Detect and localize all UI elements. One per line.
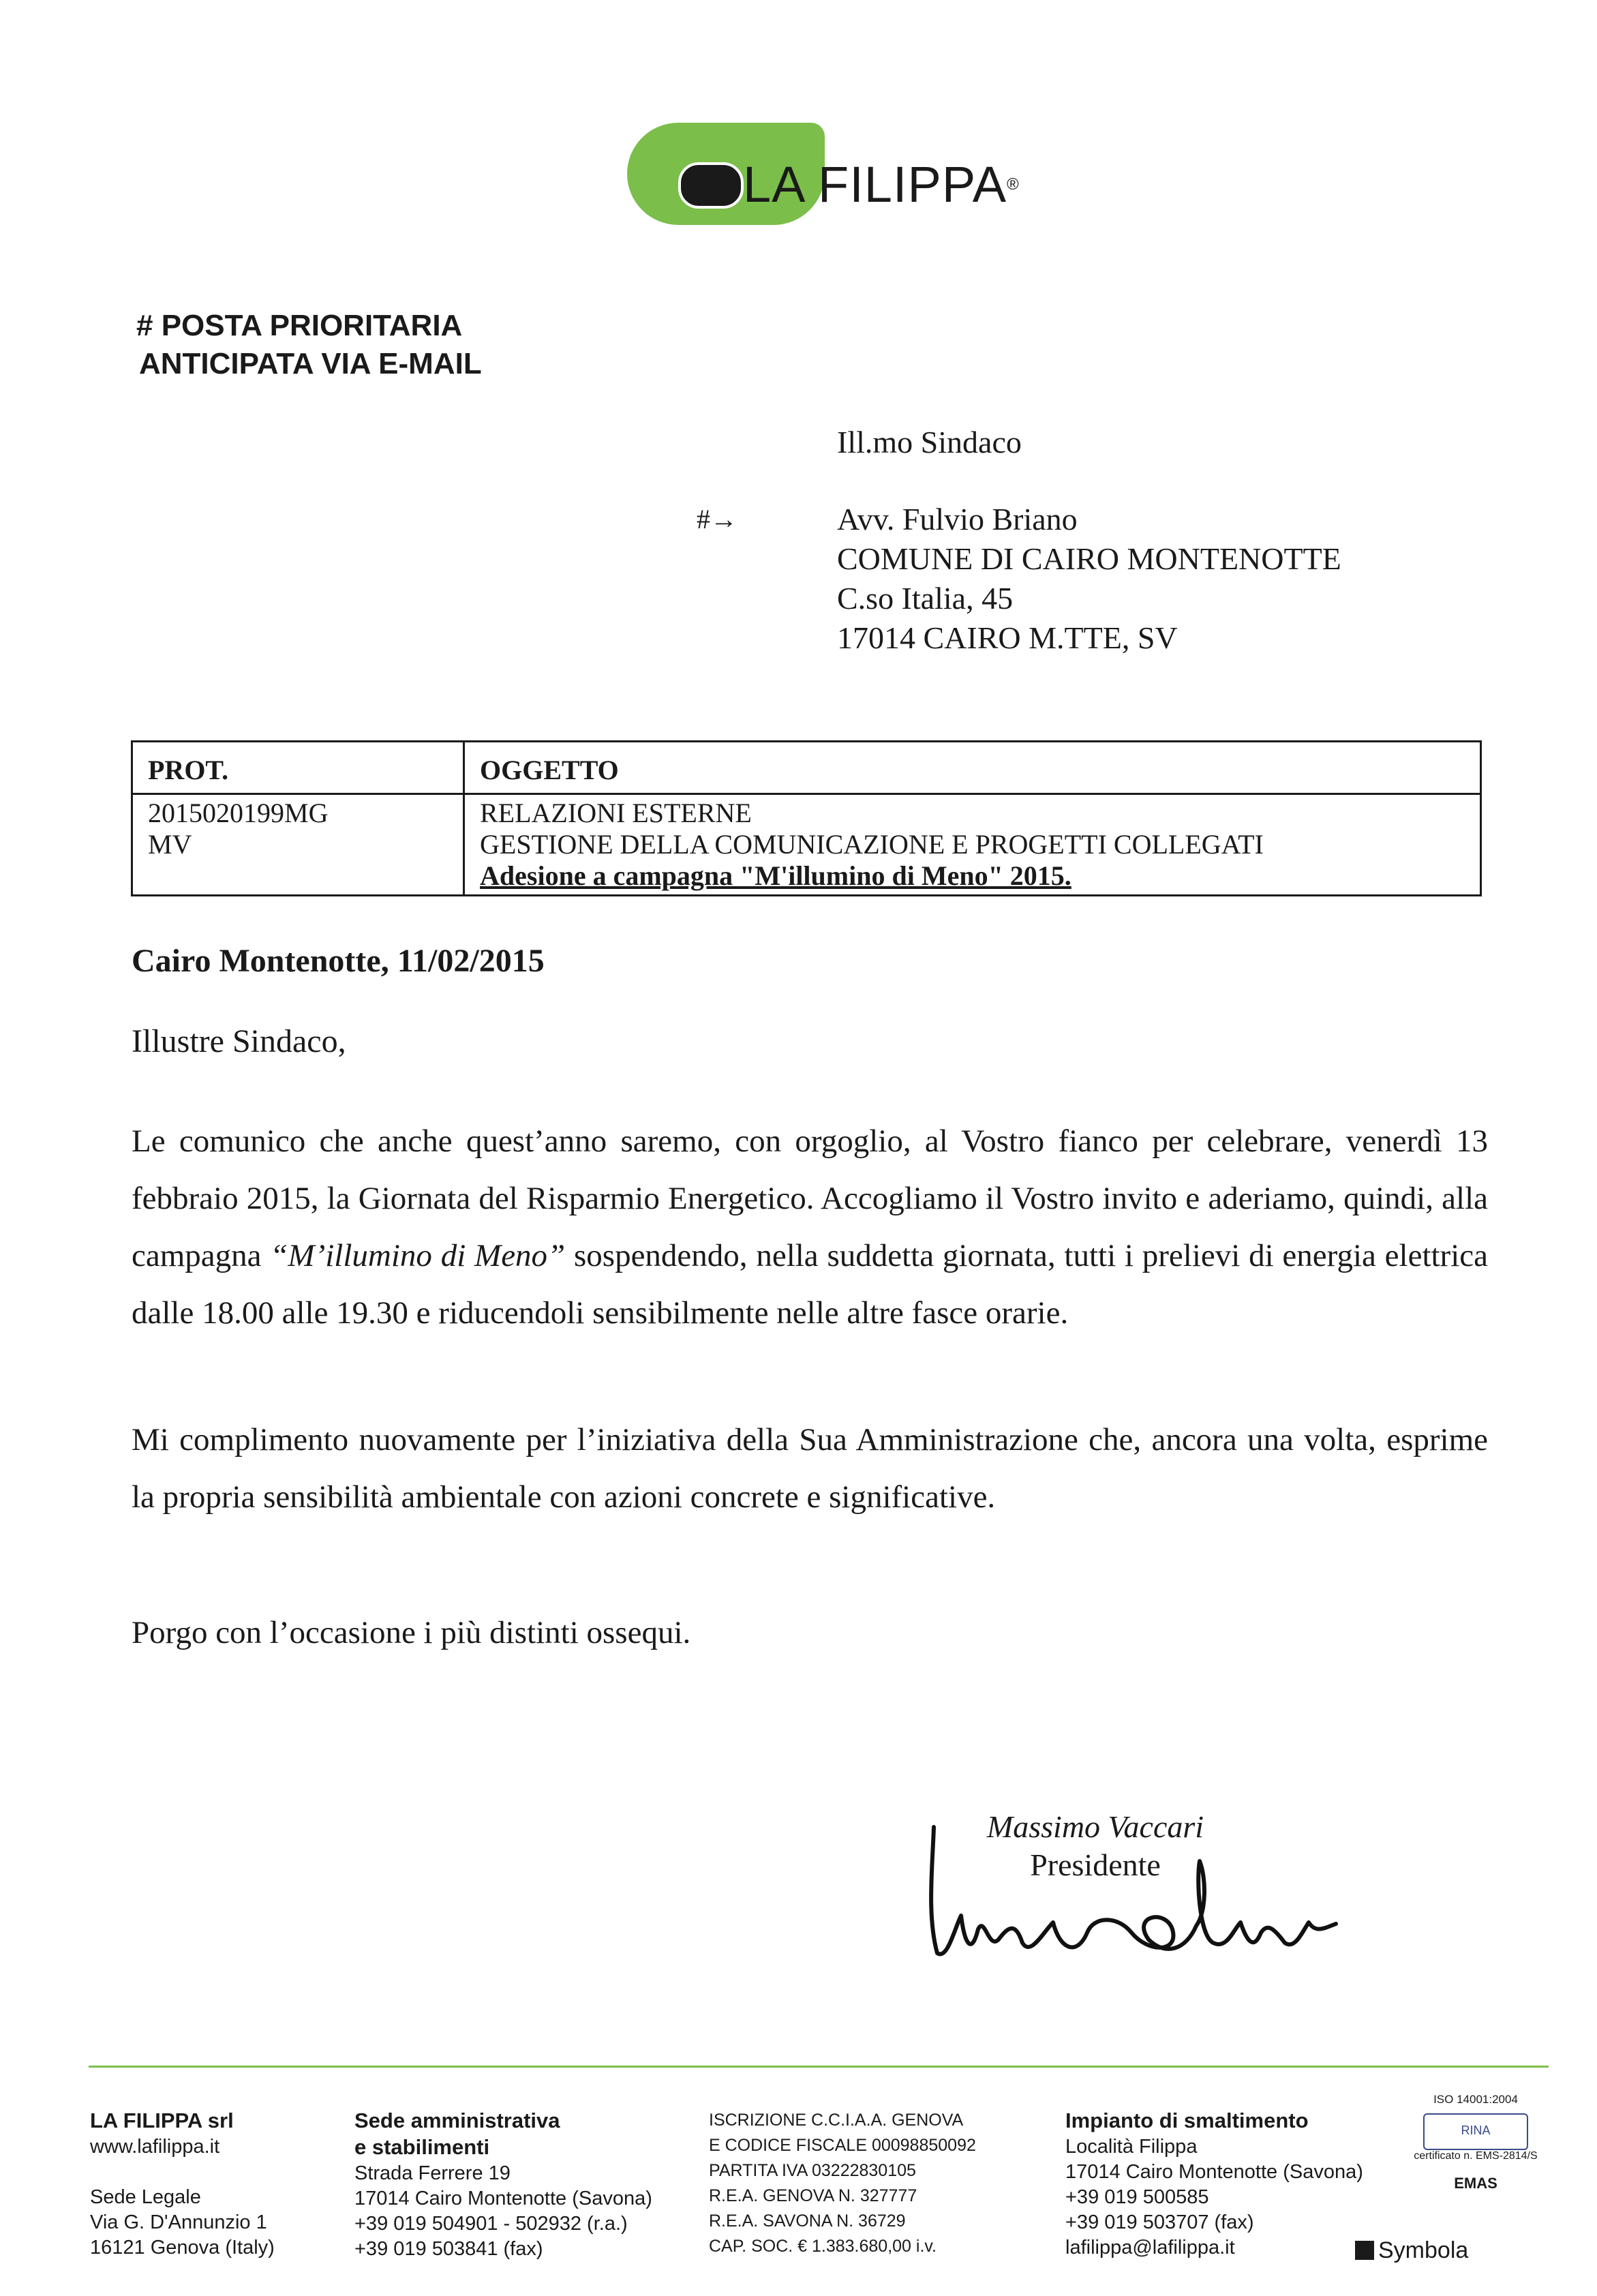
delivery-line-1: # POSTA PRIORITARIA	[136, 309, 463, 342]
logo-wordmark: LA FILIPPA®	[743, 156, 1020, 213]
footer-legal-street: Via G. D'Annunzio 1	[90, 2211, 267, 2233]
recipient-org: COMUNE DI CAIRO MONTENOTTE	[837, 541, 1341, 576]
footer-registry-3: PARTITA IVA 03222830105	[709, 2161, 916, 2180]
footer-plant-2: 17014 Cairo Montenotte (Savona)	[1065, 2161, 1363, 2183]
prot-value-2: MV	[148, 829, 192, 860]
recipient-arrow: #→	[697, 504, 737, 534]
oggetto-cell	[464, 794, 1481, 896]
body-paragraph-2: Mi complimento nuovamente per l’iniziativa della Sua Amministrazione che, ancora una volta, esprime la propria sensibilità ambientale con azioni concrete e significative.	[132, 1422, 1488, 1515]
footer-plant-3: +39 019 500585	[1065, 2186, 1209, 2208]
footer-admin-title-2: e stabilimenti	[354, 2135, 490, 2159]
footer-website: www.lafilippa.it	[90, 2136, 220, 2158]
delivery-line-2: ANTICIPATA VIA E-MAIL	[139, 347, 482, 380]
signer-block	[949, 1808, 1242, 1884]
closing-line: Porgo con l’occasione i più distinti ossequi.	[132, 1615, 691, 1650]
recipient-title: Ill.mo Sindaco	[837, 425, 1022, 459]
company-logo	[627, 123, 1036, 232]
footer-admin-phone: +39 019 504901 - 502932 (r.a.)	[354, 2213, 628, 2235]
body-paragraph-1: Le comunico che anche quest’anno saremo, con orgoglio, al Vostro fianco per celebrare, venerdì 13 febbraio 2015, la Giornata del Risparmio Energetico. Accogliamo il Vostro invito e aderiamo, quindi, alla campagna “M’illumino di Meno” sospendendo, nella suddetta giornata, tutti i prelievi di energia elettrica dalle 18.00 alle 19.30 e riducendoli sensibilmente nelle altre fasce orarie.	[132, 1123, 1488, 1331]
footer-admin-city: 17014 Cairo Montenotte (Savona)	[354, 2188, 652, 2209]
delivery-note	[136, 307, 482, 383]
footer-admin-fax: +39 019 503841 (fax)	[354, 2238, 543, 2260]
footer-company-column	[90, 2108, 275, 2261]
oggetto-line-1: RELAZIONI ESTERNE	[480, 798, 752, 828]
rina-logo: RINA	[1423, 2113, 1528, 2150]
recipient-street: C.so Italia, 45	[837, 581, 1014, 616]
letter-date: Cairo Montenotte, 11/02/2015	[132, 943, 545, 979]
footer-registry-4: R.E.A. GENOVA N. 327777	[709, 2186, 917, 2205]
oggetto-line-2: GESTIONE DELLA COMUNICAZIONE E PROGETTI COLLEGATI	[480, 829, 1264, 860]
iso-label: ISO 14001:2004	[1433, 2093, 1518, 2106]
protocol-table-row	[132, 794, 1481, 896]
header-prot: PROT.	[132, 742, 464, 794]
footer-plant-1: Località Filippa	[1065, 2136, 1198, 2158]
footer-admin-street: Strada Ferrere 19	[354, 2162, 511, 2184]
protocol-table-header	[132, 742, 1481, 794]
cert-number: certificato n. EMS-2814/S	[1414, 2150, 1538, 2162]
footer-admin-title-1: Sede amministrativa	[354, 2109, 560, 2132]
campaign-name: “M’illumino di Meno”	[270, 1238, 566, 1273]
recipient-city: 17014 CAIRO M.TTE, SV	[837, 620, 1178, 655]
logo-black-oval	[678, 162, 744, 209]
footer-plant-title: Impianto di smaltimento	[1065, 2109, 1309, 2132]
footer-legal-label: Sede Legale	[90, 2186, 201, 2208]
protocol-table	[131, 740, 1482, 896]
footer-registry-6: CAP. SOC. € 1.383.680,00 i.v.	[709, 2237, 937, 2256]
recipient-name: Avv. Fulvio Briano	[837, 502, 1078, 537]
symbola-logo: Symbola	[1355, 2237, 1468, 2264]
prot-cell	[132, 794, 464, 896]
footer-plant-4: +39 019 503707 (fax)	[1065, 2211, 1254, 2233]
footer-admin-column	[354, 2108, 652, 2262]
symbola-icon	[1355, 2241, 1374, 2260]
prot-value-1: 2015020199MG	[148, 798, 329, 828]
footer-registry-1: ISCRIZIONE C.C.I.A.A. GENOVA	[709, 2111, 964, 2130]
signer-name: Massimo Vaccari	[986, 1809, 1204, 1844]
header-oggetto: OGGETTO	[464, 742, 1481, 794]
oggetto-line-3: Adesione a campagna "M'illumino di Meno" 2015.	[480, 860, 1071, 891]
signer-role: Presidente	[1030, 1847, 1161, 1882]
footer-registry-5: R.E.A. SAVONA N. 36729	[709, 2211, 906, 2231]
footer-registry-2: E CODICE FISCALE 00098850092	[709, 2136, 976, 2155]
footer-company-name: LA FILIPPA srl	[90, 2109, 234, 2132]
emas-logo: EMAS	[1454, 2175, 1497, 2192]
footer-plant-email: lafilippa@lafilippa.it	[1065, 2237, 1235, 2259]
footer-divider	[89, 2066, 1549, 2068]
footer-registry-column	[709, 2108, 976, 2259]
salutation: Illustre Sindaco,	[132, 1023, 346, 1059]
recipient-block	[837, 423, 1341, 658]
footer-legal-city: 16121 Genova (Italy)	[90, 2237, 275, 2259]
footer-plant-column	[1065, 2108, 1363, 2261]
